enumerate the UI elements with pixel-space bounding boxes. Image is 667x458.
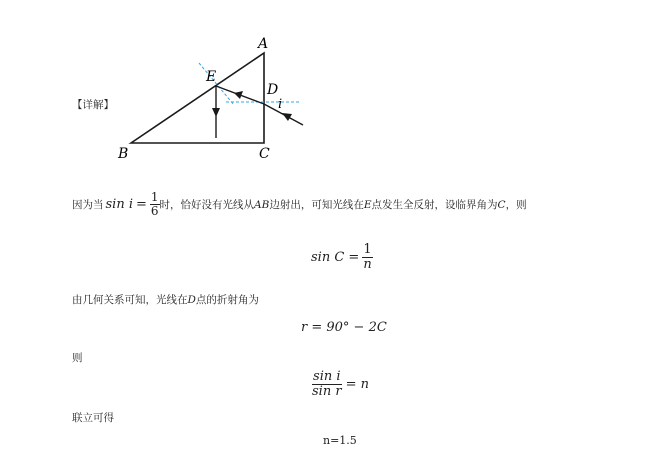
eq3-rhs: = n	[345, 377, 369, 393]
label-a: A	[258, 36, 269, 52]
p1-e: E	[363, 198, 372, 211]
eq3-fraction	[311, 370, 343, 400]
prism-diagram	[0, 0, 667, 175]
paragraph-4: 联立可得	[72, 412, 114, 424]
label-c: C	[259, 146, 270, 162]
p1-ab: AB	[254, 198, 270, 211]
eq1-fraction	[362, 243, 372, 273]
label-e: E	[206, 69, 217, 85]
label-d: D	[267, 82, 279, 98]
p2-d: D	[187, 294, 196, 306]
paragraph-3: 则	[72, 352, 83, 364]
arrow-reflected	[212, 108, 220, 117]
eq1-lhs: sin C =	[311, 250, 360, 266]
p2-post: 点的折射角为	[195, 294, 259, 306]
p2-pre: 由几何关系可知，光线在	[72, 294, 188, 306]
equation-2: r = 90° − 2C	[301, 320, 387, 335]
eq3-den: sin r	[312, 384, 342, 400]
prism-triangle	[131, 53, 264, 143]
eq1-den: n	[363, 257, 372, 273]
p1-num: 1	[150, 190, 159, 204]
arrow-incident	[282, 113, 292, 121]
p1-post-c: 点发生全反射，设临界角为	[371, 199, 498, 212]
label-b: B	[118, 146, 129, 162]
equation-1	[311, 243, 373, 273]
p1-pre: 因为当	[72, 199, 104, 212]
p1-c: C	[497, 198, 506, 211]
p1-post-b: 边射出，可知光线在	[269, 199, 364, 212]
label-i: i	[278, 97, 283, 112]
p1-post-a: 时，恰好没有光线从	[159, 199, 255, 212]
p1-post-d: ，则	[505, 199, 527, 212]
p1-eq: =	[136, 197, 147, 213]
eq3-num: sin i	[313, 369, 341, 384]
eq1-num: 1	[363, 242, 372, 257]
result: n=1.5	[323, 434, 357, 447]
paragraph-1	[72, 191, 527, 218]
p1-sin-i: sin i	[105, 197, 133, 213]
p1-fraction	[150, 191, 160, 218]
equation-3	[311, 370, 369, 400]
detail-label: 【详解】	[72, 99, 114, 111]
paragraph-2	[72, 292, 259, 307]
p1-den: 6	[150, 204, 159, 219]
